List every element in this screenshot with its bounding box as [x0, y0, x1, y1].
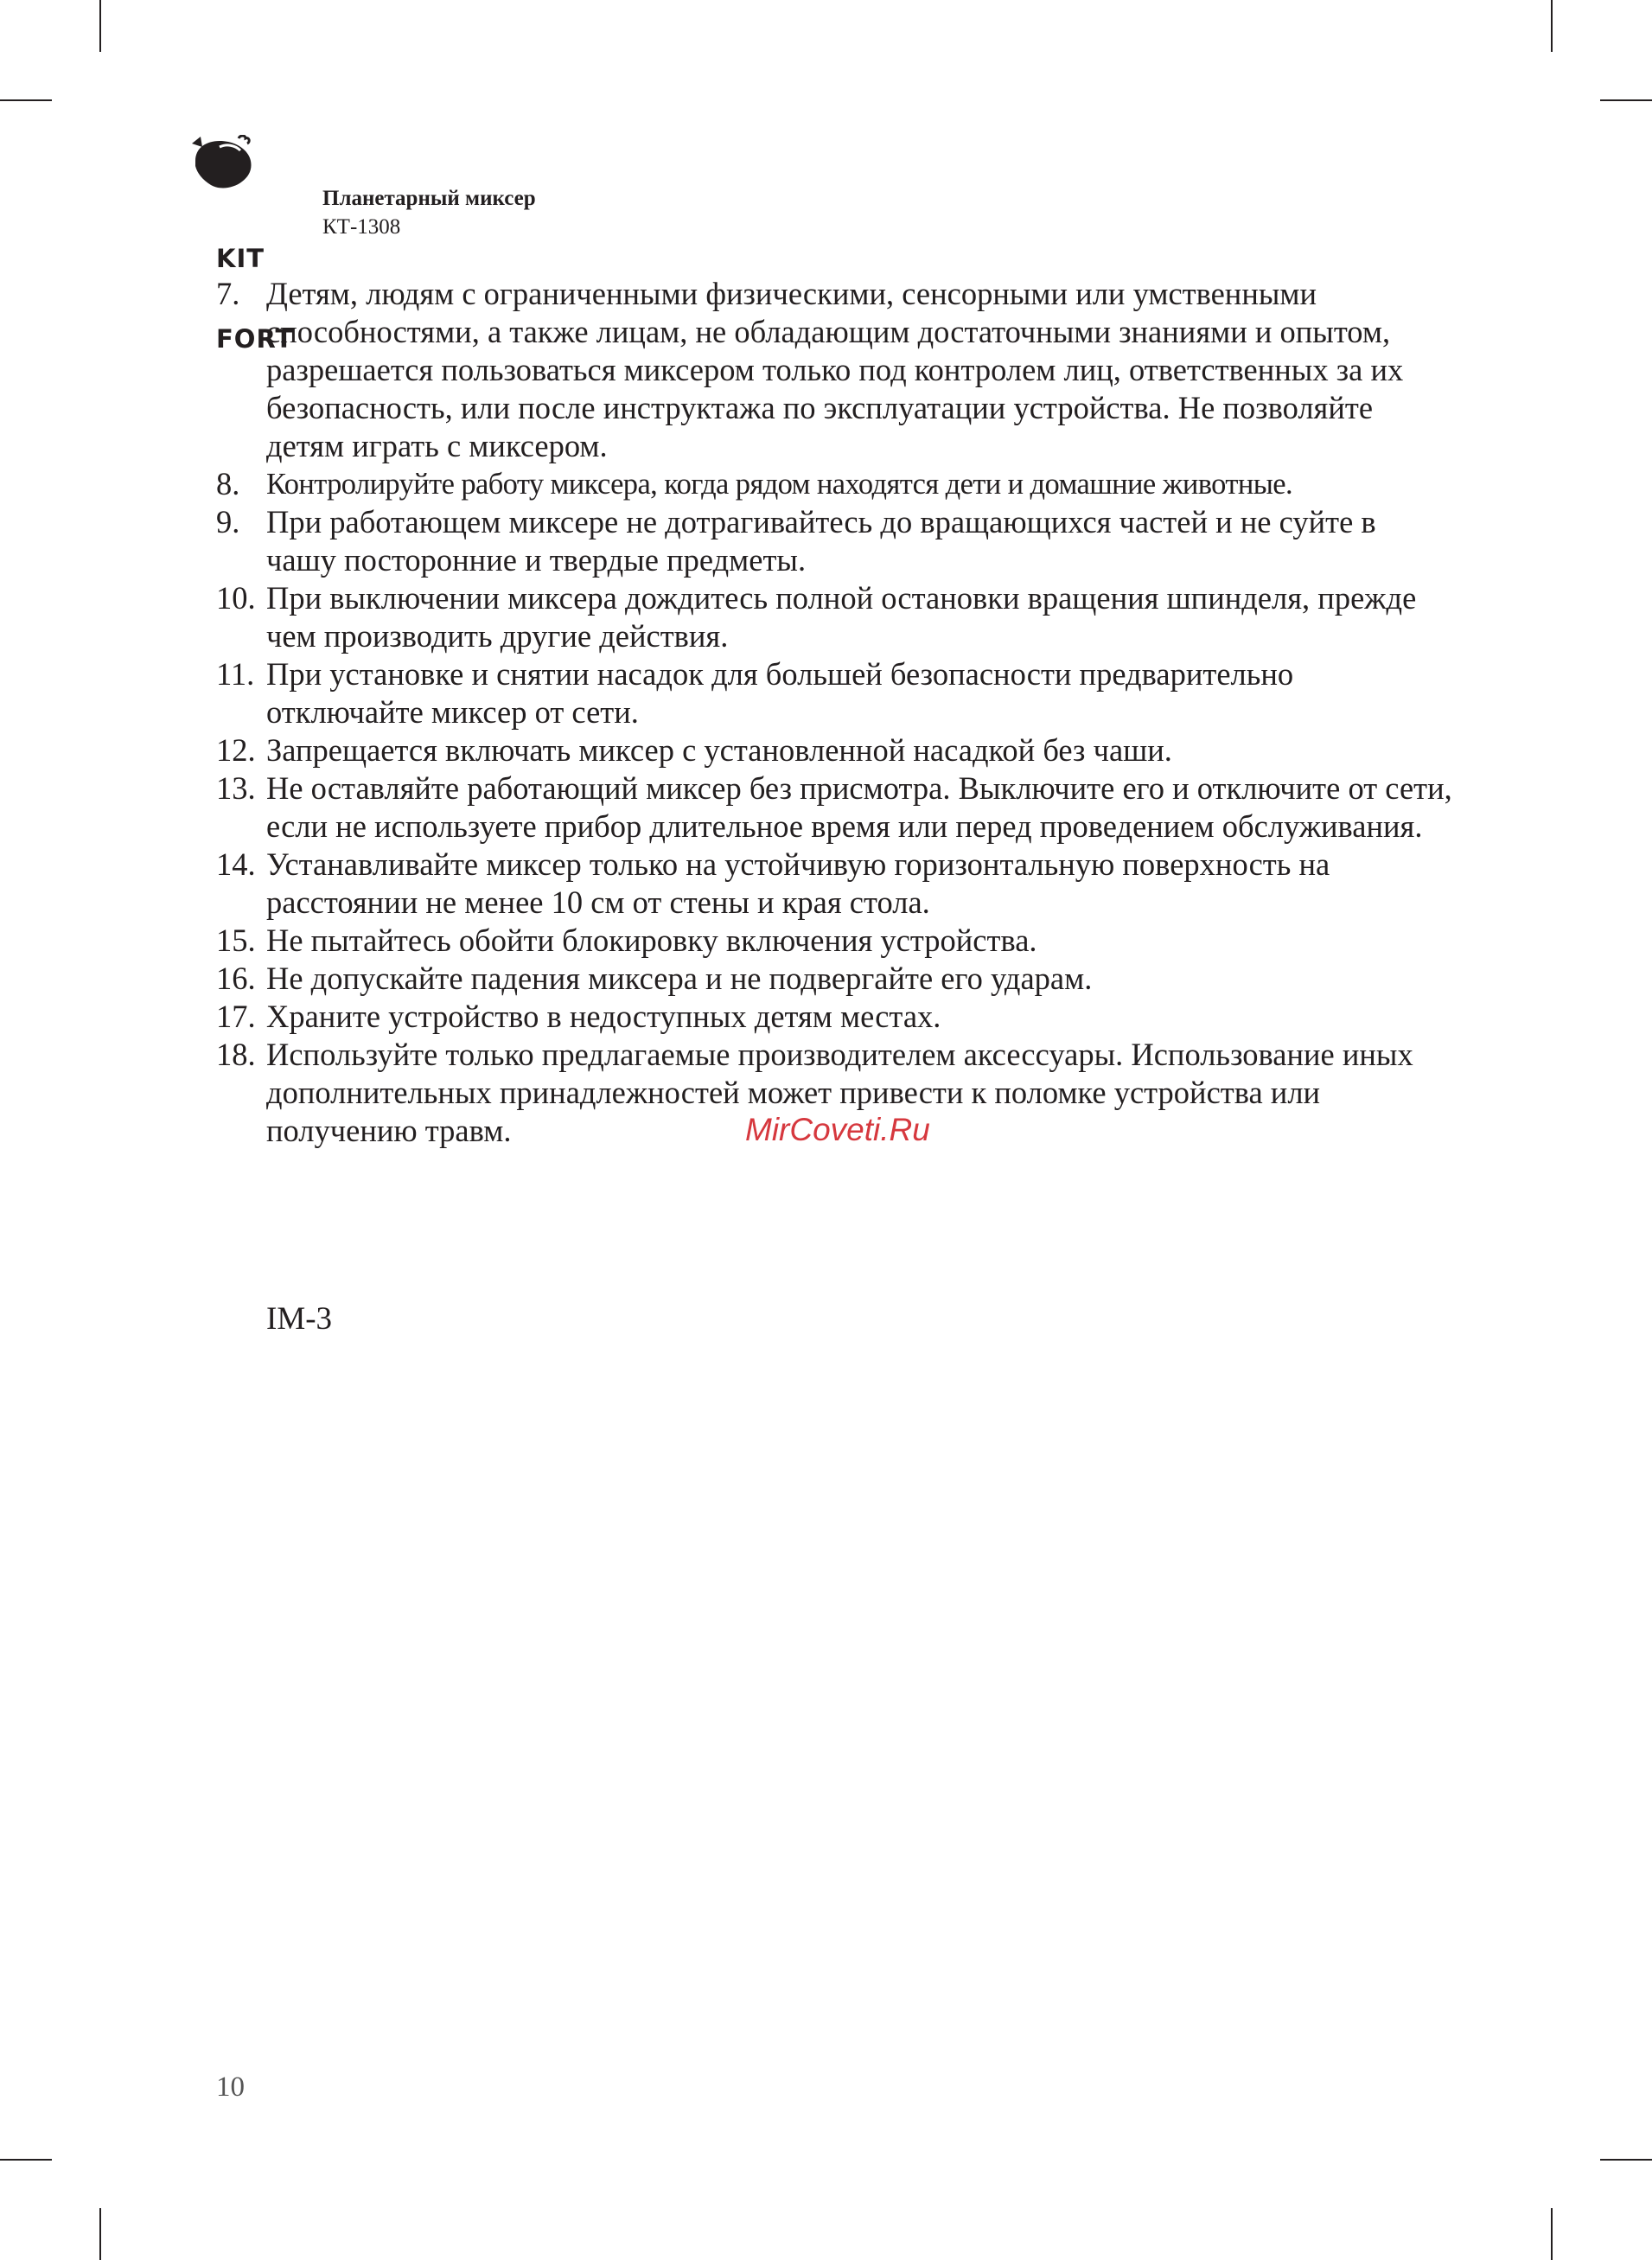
list-item: [216, 503, 1452, 579]
item-number: 17.: [216, 999, 256, 1034]
crop-mark: [1551, 2208, 1553, 2260]
item-text: Запрещается включать миксер с установленной насадкой без чаши.: [266, 732, 1172, 768]
item-text: Детям, людям с ограниченными физическими, сенсорными или умственными способностями, а также лицам, не обладающим достаточными знаниями и опытом, разрешается пользоваться миксером только под контролем лиц, ответственных за их безопасность, или после инструктажа по эксплуатации устройства. Не позволяйте детям играть с миксером.: [266, 276, 1404, 463]
item-text: Устанавливайте миксер только на устойчивую горизонтальную поверхность на расстоянии не менее 10 см от стены и края стола.: [266, 846, 1330, 920]
logo-line-kit: KIT: [216, 244, 265, 273]
item-text: Используйте только предлагаемые производителем аксессуары. Использование иных дополнительных принадлежностей может привести к поломке устройства или получению травм.: [266, 1037, 1413, 1148]
item-text: Не пытайтесь обойти блокировку включения устройства.: [266, 923, 1037, 958]
item-number: 9.: [216, 504, 240, 539]
item-text: При выключении миксера дождитесь полной остановки вращения шпинделя, прежде чем производить другие действия.: [266, 580, 1417, 654]
item-text: При установке и снятии насадок для большей безопасности предварительно отключайте миксер от сети.: [266, 656, 1294, 730]
item-text: При работающем миксере не дотрагивайтесь до вращающихся частей и не суйте в чашу посторонние и твердые предметы.: [266, 504, 1376, 578]
page-number: 10: [216, 2072, 245, 2103]
item-number: 11.: [216, 656, 255, 692]
item-number: 14.: [216, 846, 256, 882]
product-title: Планетарный миксер: [322, 187, 536, 210]
whale-icon: [188, 135, 254, 190]
list-item: [216, 275, 1452, 465]
item-number: 12.: [216, 732, 256, 768]
watermark: MirCoveti.Ru: [745, 1112, 930, 1147]
crop-mark: [1600, 99, 1652, 101]
item-text: Храните устройство в недоступных детям местах.: [266, 999, 941, 1034]
list-item: [216, 579, 1452, 655]
list-item: [216, 465, 1452, 503]
crop-mark: [99, 0, 101, 52]
item-text: Не допускайте падения миксера и не подвергайте его ударам.: [266, 961, 1093, 996]
list-item: [216, 998, 1452, 1036]
item-number: 18.: [216, 1037, 256, 1072]
item-text: Контролируйте работу миксера, когда рядом находятся дети и домашние животные.: [266, 468, 1293, 501]
item-number: 7.: [216, 276, 240, 311]
crop-mark: [0, 99, 52, 101]
list-item: [216, 655, 1452, 731]
logo-line-fort: FORT: [216, 324, 294, 354]
document-code: IM-3: [266, 1301, 333, 1337]
crop-mark: [1600, 2159, 1652, 2161]
item-number: 15.: [216, 923, 256, 958]
brand-logo: [185, 135, 306, 354]
item-number: 13.: [216, 770, 256, 806]
crop-mark: [99, 2208, 101, 2260]
item-text: Не оставляйте работающий миксер без присмотра. Выключите его и отключите от сети, если не используете прибор длительное время или перед проведением обслуживания.: [266, 770, 1452, 844]
list-item: [216, 846, 1452, 922]
product-model: КТ-1308: [322, 215, 401, 239]
item-number: 8.: [216, 466, 240, 501]
safety-rules-list: [216, 275, 1452, 1150]
item-number: 16.: [216, 961, 256, 996]
list-item: [216, 769, 1452, 846]
item-number: 10.: [216, 580, 256, 616]
list-item: [216, 922, 1452, 960]
crop-mark: [0, 2159, 52, 2161]
list-item: [216, 731, 1452, 769]
crop-mark: [1551, 0, 1553, 52]
list-item: [216, 960, 1452, 998]
